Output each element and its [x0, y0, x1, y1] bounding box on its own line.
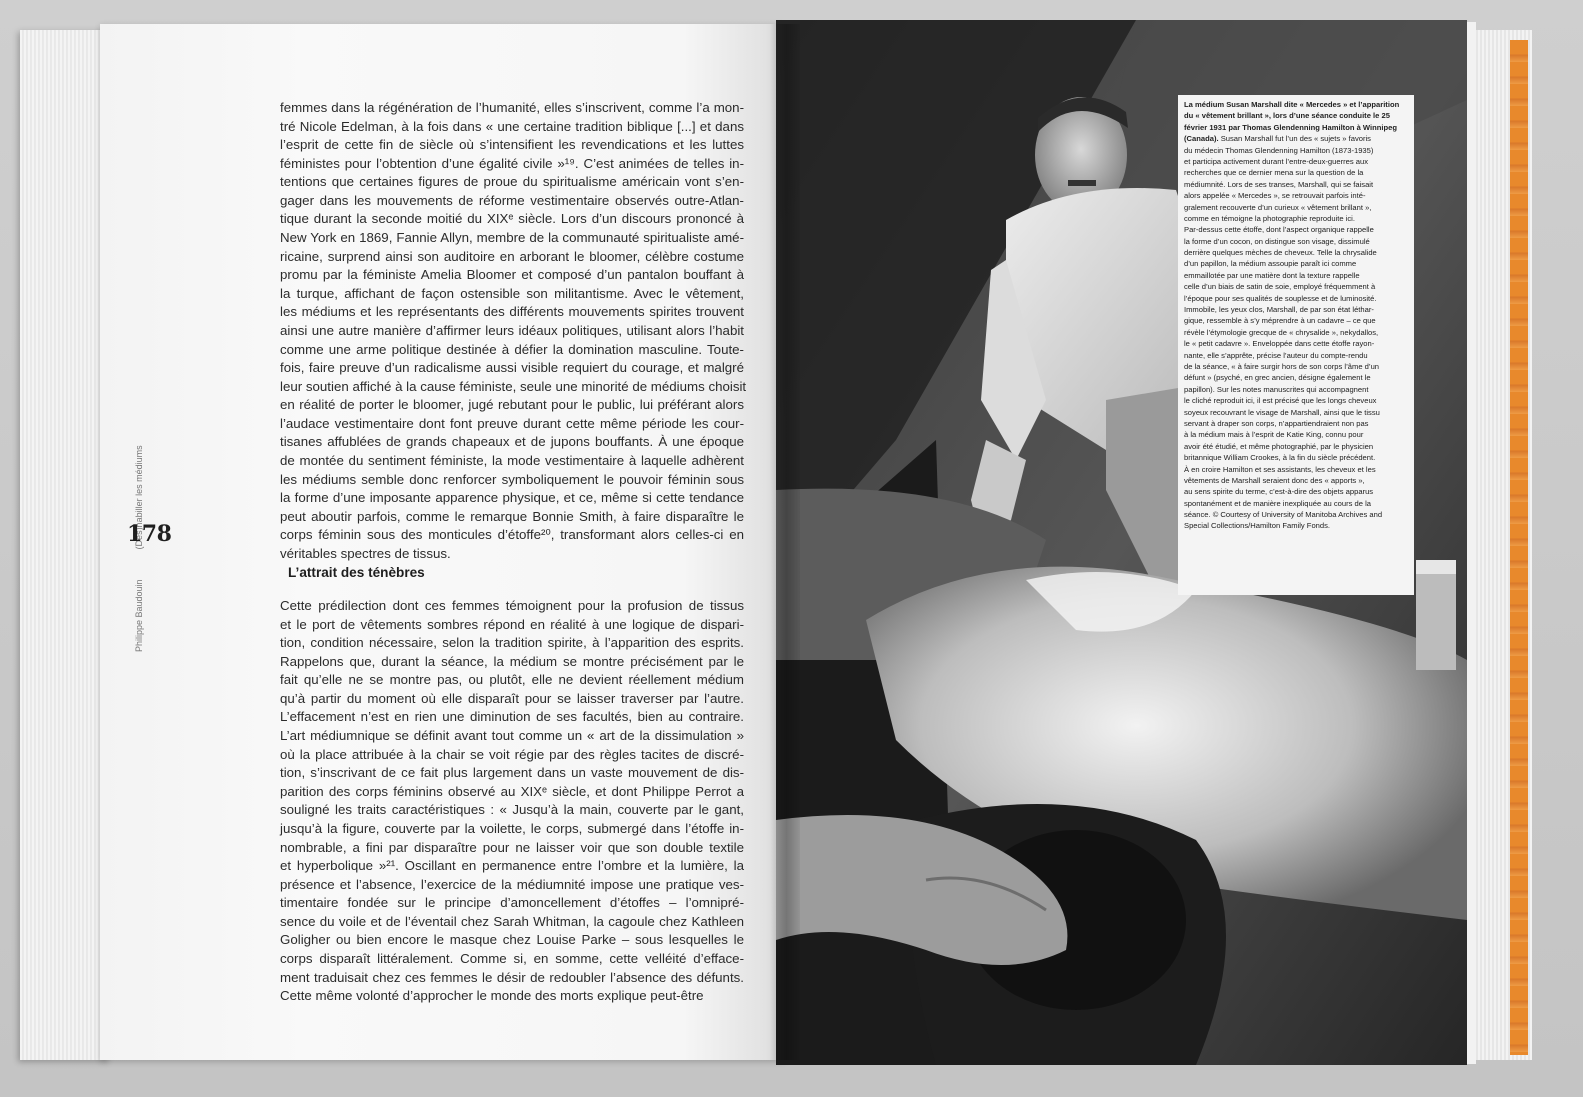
- caption-line: [1184, 99, 1409, 110]
- text-line: ricaine, surprend ainsi son auditoire en arborant le bloomer, célèbre costume: [280, 248, 744, 264]
- caption-line: du médecin Thomas Glendenning Hamilton (1873-1935): [1184, 145, 1374, 155]
- caption-line: révèle l’étymologie grecque de « chrysalide », nekydallos,: [1184, 327, 1379, 337]
- text-line: présence et l’absence, l’exercice de la médiumnité impose une pratique ves-: [280, 876, 744, 892]
- caption-line: À en croire Hamilton et ses assistants, les cheveux et les: [1184, 464, 1376, 474]
- body-paragraph-1: [280, 99, 747, 563]
- photo-caption: [1178, 95, 1414, 595]
- caption-line: soyeux recouvrant le visage de Marshall, ainsi que le tissu: [1184, 407, 1380, 417]
- text-line: véritables spectres de tissus.: [280, 545, 451, 561]
- caption-line: l’époque pour ses qualités de souplesse et de luminosité.: [1184, 293, 1377, 303]
- caption-line: Par-dessus cette étoffe, dont l’aspect organique rappelle: [1184, 225, 1374, 235]
- page-number: 178: [127, 521, 172, 547]
- orange-page-edge-band: [1510, 40, 1528, 1055]
- text-line: Cette même volonté d’approcher le monde des morts explique peut-être: [280, 988, 704, 1004]
- text-line: sence du voile et de l’éventail chez Sarah Whitman, la cagoule chez Kathleen: [280, 913, 744, 929]
- caption-line: avoir été étudié, et même photographié, par le physicien: [1184, 441, 1374, 451]
- text-line: jusqu’à la figure, couverte par la voilette, le corps, submergé dans l’étoffe in-: [280, 820, 744, 836]
- text-line: leur soutien affiché à la cause féministe, seule une minorité de médiums choisit: [280, 378, 747, 394]
- text-line: ainsi une autre manière d’affirmer leurs idéaux politiques, utilisant alors l’habit: [280, 322, 744, 338]
- text-line: les médiums semble donc renforcer symboliquement le pouvoir féminin sous: [280, 471, 744, 487]
- text-line: et le port de vêtements sombres répond en réalité à une logique de dispari-: [280, 616, 744, 632]
- section-subheading: L’attrait des ténèbres: [288, 565, 425, 580]
- text-line: L’art médiumnique se définit avant tout comme un « art de la dissimulation »: [280, 728, 744, 744]
- caption-line: d’un papillon, la médium assoupie paraît ici comme: [1184, 259, 1357, 269]
- caption-line: défunt » (psyché, en grec ancien, désigne également le: [1184, 373, 1371, 383]
- caption-line: la forme d’un cocon, on distingue son visage, dissimulé: [1184, 236, 1370, 246]
- text-line: fait qu’elle ne se montre pas, ou plutôt, elle ne devient réellement médium: [280, 672, 744, 688]
- text-line: timentaire fondée sur le principe d’amoncellement d’étoffes – l’omnipré-: [280, 895, 744, 911]
- caption-bold-text: La médium Susan Marshall dite « Mercedes » et l’apparition: [1184, 100, 1400, 109]
- running-head-title: (Dés)habiller les médiums: [134, 445, 144, 550]
- caption-line: vêtements de Marshall seraient donc des « apports »,: [1184, 475, 1365, 485]
- text-line: Rappelons que, durant la séance, la médium se montre précisément par le: [280, 653, 744, 669]
- text-line: tentions que certaines figures de proue du spiritualisme américain vont s’en-: [280, 174, 744, 190]
- caption-line: [1184, 110, 1409, 121]
- text-line: promu par la féministe Amelia Bloomer et composé d’un pantalon bouffant à: [280, 267, 744, 283]
- text-line: où la place attribuée à la chair se voit régie par des règles tacites de discré-: [280, 746, 744, 762]
- text-line: Cette prédilection dont ces femmes témoignent pour la profusion de tissus: [280, 598, 744, 613]
- caption-line: servant à draper son corps, n’appartiendraient non pas: [1184, 418, 1369, 428]
- text-line: peut aboutir parfois, comme le remarque Bonnie Smith, à faire disparaître le: [280, 508, 744, 524]
- text-line: New York en 1869, Fannie Allyn, membre de la communauté spiritualiste amé-: [280, 230, 744, 246]
- text-line: femmes dans la régénération de l’humanité, elles s’inscrivent, comme l’a mon-: [280, 100, 744, 115]
- caption-bold-text: février 1931 par Thomas Glendenning Hamilton à Winnipeg: [1184, 122, 1398, 132]
- caption-line: emmaillotée par une matière dont la texture rappelle: [1184, 270, 1360, 280]
- caption-line: au sens spirite du terme, c’est-à-dire des objets apparus: [1184, 487, 1374, 497]
- text-line: tique durant la seconde moitié du XIXᵉ siècle. Lors d’un discours prononcé à: [280, 211, 744, 227]
- caption-line: Immobile, les yeux clos, Marshall, de par son état léthar-: [1184, 305, 1374, 315]
- text-line: la turque, affichant de façon ostensible son militantisme. Avec le vêtement,: [280, 285, 744, 301]
- text-line: fois, faire preuve d’un radicalisme aussi visible requiert du courage, et malgré: [280, 360, 744, 376]
- text-line: les médiums et les représentants des différents mouvements spirites trouvent: [280, 304, 744, 320]
- caption-line: spontanément et de manière inexpliquée au cours de la: [1184, 498, 1372, 508]
- caption-line: médiumnité. Lors de ses transes, Marshall, qui se faisait: [1184, 179, 1374, 189]
- caption-line: [1184, 122, 1409, 133]
- caption-bold-text: (Canada).: [1184, 134, 1219, 144]
- caption-line: comme en témoigne la photographie reproduite ici.: [1184, 213, 1355, 223]
- text-line: féministes pour l’obtention d’une égalité civile »¹⁹. C’est animées de telles in-: [280, 155, 744, 171]
- text-line: parition des corps féminins observé au XIXᵉ siècle, et dont Philippe Perrot a: [280, 783, 744, 799]
- caption-line: et participa activement durant l’entre-deux-guerres aux: [1184, 156, 1369, 166]
- running-head: [134, 382, 148, 652]
- caption-line: le cliché reproduit ici, il est précisé que les longs cheveux: [1184, 396, 1377, 406]
- text-line: ment traduisait chez ces femmes le désir de redoubler l’absence des défunts.: [280, 969, 744, 985]
- caption-line: recherches que ce dernier mena sur la question de la: [1184, 168, 1364, 178]
- body-paragraph-2: [280, 597, 744, 1006]
- caption-line: alors appelée « Mercedes », se retrouvait parfois inté-: [1184, 191, 1366, 201]
- text-line: tisanes affublées de grands chapeaux et de jupons bouffants. À une époque: [280, 434, 744, 450]
- text-line: nombrable, a fini par disparaître pour ne laisser voir que son double textile: [280, 839, 744, 855]
- caption-line: britannique William Crookes, à la fin du siècle précédent.: [1184, 453, 1376, 463]
- text-line: et hyperbolique »²¹. Oscillant en permanence entre l’ombre et la lumière, la: [280, 858, 744, 874]
- caption-line: celle d’un biais de satin de soie, employé fréquemment à: [1184, 282, 1376, 292]
- text-line: comme une arme politique destinée à défier la domination masculine. Toute-: [280, 341, 744, 357]
- text-line: corps disparaît littéralement. Comme si, en somme, cette velléité d’efface-: [280, 950, 744, 966]
- running-head-author: Philippe Baudouin: [134, 579, 144, 652]
- text-line: tion, s’inscrivant de ce fait plus largement dans un vaste mouvement de dis-: [280, 765, 744, 781]
- caption-bold-text: du « vêtement brillant », lors d’une séance conduite le 25: [1184, 111, 1390, 121]
- caption-line: papillon). Sur les notes manuscrites qui accompagnent: [1184, 384, 1369, 394]
- left-page-edges: [20, 30, 110, 1060]
- caption-line: Special Collections/Hamilton Family Fonds.: [1184, 521, 1331, 531]
- text-line: tion, condition nécessaire, selon la tradition spirite, à l’apparition des esprits.: [280, 635, 744, 651]
- text-line: l’esprit de cette fin de siècle où s’intensifient les revendications et les luttes: [280, 137, 744, 153]
- text-line: l’audace vestimentaire dont font preuve durant cette même période les cour-: [280, 415, 744, 431]
- caption-line: nante, elle s’apprête, précise l’auteur du compte-rendu: [1184, 350, 1368, 360]
- caption-line: de la séance, « à faire surgir hors de son corps l’âme d’un: [1184, 361, 1380, 371]
- text-line: tré Nicole Edelman, à la fois dans « une certaine tradition biblique [...] et dans: [280, 118, 744, 134]
- text-line: de montée du sentiment féministe, la mode vestimentaire à laquelle adhèrent: [280, 452, 744, 468]
- text-line: qu’à partir du moment où elle disparaît pour se laisser traverser par l’autre.: [280, 690, 744, 706]
- caption-line: le « petit cadavre ». Enveloppée dans cette étoffe rayon-: [1184, 339, 1375, 349]
- book-gutter-shadow: [770, 24, 800, 1060]
- text-line: Goligher ou bien encore le masque chez Louise Parke – sous lesquelles le: [280, 932, 744, 948]
- caption-line: derrière quelques mèches de cheveux. Telle la chrysalide: [1184, 248, 1377, 258]
- caption-line: gique, ressemble à s’y méprendre à un cadavre – ce que: [1184, 316, 1376, 326]
- text-line: la forme d’une imposante apparence physique, et ce, même si cette tendance: [280, 490, 744, 506]
- caption-line: séance. © Courtesy of University of Manitoba Archives and: [1184, 510, 1383, 520]
- text-line: corps féminin sous des monticules d’étoffe²⁰, transformant alors celles-ci en: [280, 527, 744, 543]
- caption-line: gralement recouverte d’un curieux « vêtement brillant »,: [1184, 202, 1372, 212]
- caption-text: Susan Marshall fut l’un des « sujets » favoris: [1218, 134, 1371, 144]
- caption-line: [1184, 133, 1409, 144]
- text-line: en réalité de porter le bloomer, jugé rebutant pour le public, lui préférant alors: [280, 397, 744, 413]
- text-line: L’effacement n’est en rien une diminution de ses facultés, bien au contraire.: [280, 709, 744, 725]
- text-line: gager dans les mouvements de réforme vestimentaire observés outre-Atlan-: [280, 192, 744, 208]
- text-line: souligné les traits caractéristiques : « Jusqu’à la main, couverte par le gant,: [280, 802, 744, 818]
- caption-line: à la médium mais à l’esprit de Katie King, connu pour: [1184, 430, 1364, 440]
